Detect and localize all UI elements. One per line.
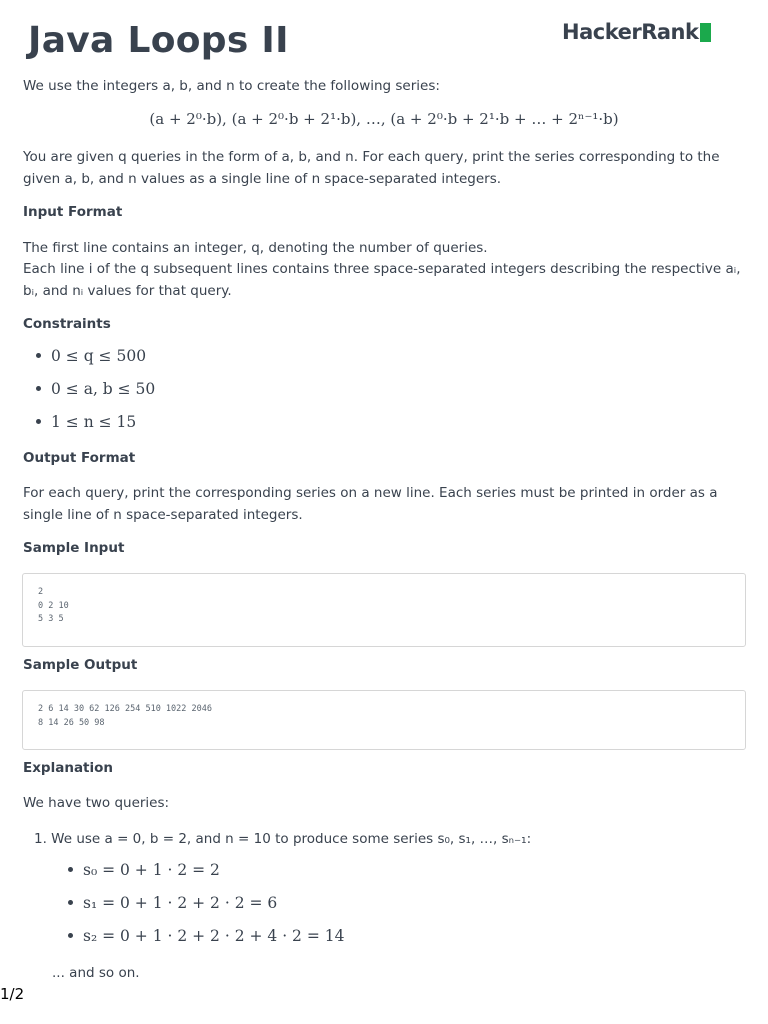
task-text: You are given q queries in the form of a, b, and n. For each query, print the series corresponding to the given a, b, and n values as a single line of n space-separated integers. — [23, 149, 720, 187]
series-term: s₀ = 0 + 1 · 2 = 2 — [68, 861, 220, 879]
bullet-icon — [68, 933, 73, 938]
explanation-heading: Explanation — [23, 760, 114, 776]
code-line: 8 14 26 50 98 — [38, 717, 105, 728]
bullet-icon — [36, 386, 41, 391]
and-so-on-text: ... and so on. — [52, 965, 140, 981]
input-format-heading: Input Format — [23, 204, 123, 220]
sample-output-block[interactable] — [22, 690, 746, 750]
list-number: 1. — [34, 831, 52, 847]
sample-output-heading: Sample Output — [23, 657, 138, 673]
explanation-item-1-text: We use a = 0, b = 2, and n = 10 to produce some series s₀, s₁, …, sₙ₋₁: — [51, 831, 532, 847]
intro-text: We use the integers a, b, and n to create the following series: — [23, 78, 440, 94]
constraint-item: 0 ≤ q ≤ 500 — [36, 347, 146, 365]
bullet-icon — [36, 419, 41, 424]
series-term: s₂ = 0 + 1 · 2 + 2 · 2 + 4 · 2 = 14 — [68, 927, 344, 945]
constraints-heading: Constraints — [23, 316, 111, 332]
series-term: s₁ = 0 + 1 · 2 + 2 · 2 = 6 — [68, 894, 277, 912]
code-line: 0 2 10 — [38, 600, 69, 611]
logo-mark-icon — [700, 23, 711, 42]
bullet-icon — [36, 353, 41, 358]
sample-input-heading: Sample Input — [23, 540, 125, 556]
code-line: 2 6 14 30 62 126 254 510 1022 2046 — [38, 704, 212, 714]
explanation-item-1 — [34, 828, 734, 850]
explanation-intro: We have two queries: — [23, 795, 170, 811]
hackerrank-logo — [562, 20, 711, 44]
sample-input-block[interactable] — [22, 573, 746, 647]
page-number: 1/2 — [0, 985, 25, 1003]
series-formula-text: (a + 2⁰·b), (a + 2⁰·b + 2¹·b), …, (a + 2⁰·b + 2¹·b + … + 2ⁿ⁻¹·b) — [149, 110, 619, 128]
series-formula — [0, 110, 768, 128]
bullet-icon — [68, 867, 73, 872]
code-line: 5 3 5 — [38, 614, 64, 624]
output-format-text: For each query, print the corresponding series on a new line. Each series must be printed in order as a single line of n space-separated integers. — [23, 485, 718, 523]
page-title: Java Loops II — [28, 20, 289, 61]
constraint-item: 0 ≤ a, b ≤ 50 — [36, 380, 155, 398]
output-format-heading: Output Format — [23, 450, 136, 466]
bullet-icon — [68, 900, 73, 905]
constraint-item: 1 ≤ n ≤ 15 — [36, 413, 136, 431]
input-format-line1: The first line contains an integer, q, denoting the number of queries. — [23, 240, 488, 256]
code-line: 2 — [38, 587, 44, 597]
input-format-line2: Each line i of the q subsequent lines contains three space-separated integers describing the respective aᵢ, bᵢ, and nᵢ values for that query. — [23, 261, 741, 299]
logo-text: HackerRank — [562, 20, 699, 44]
